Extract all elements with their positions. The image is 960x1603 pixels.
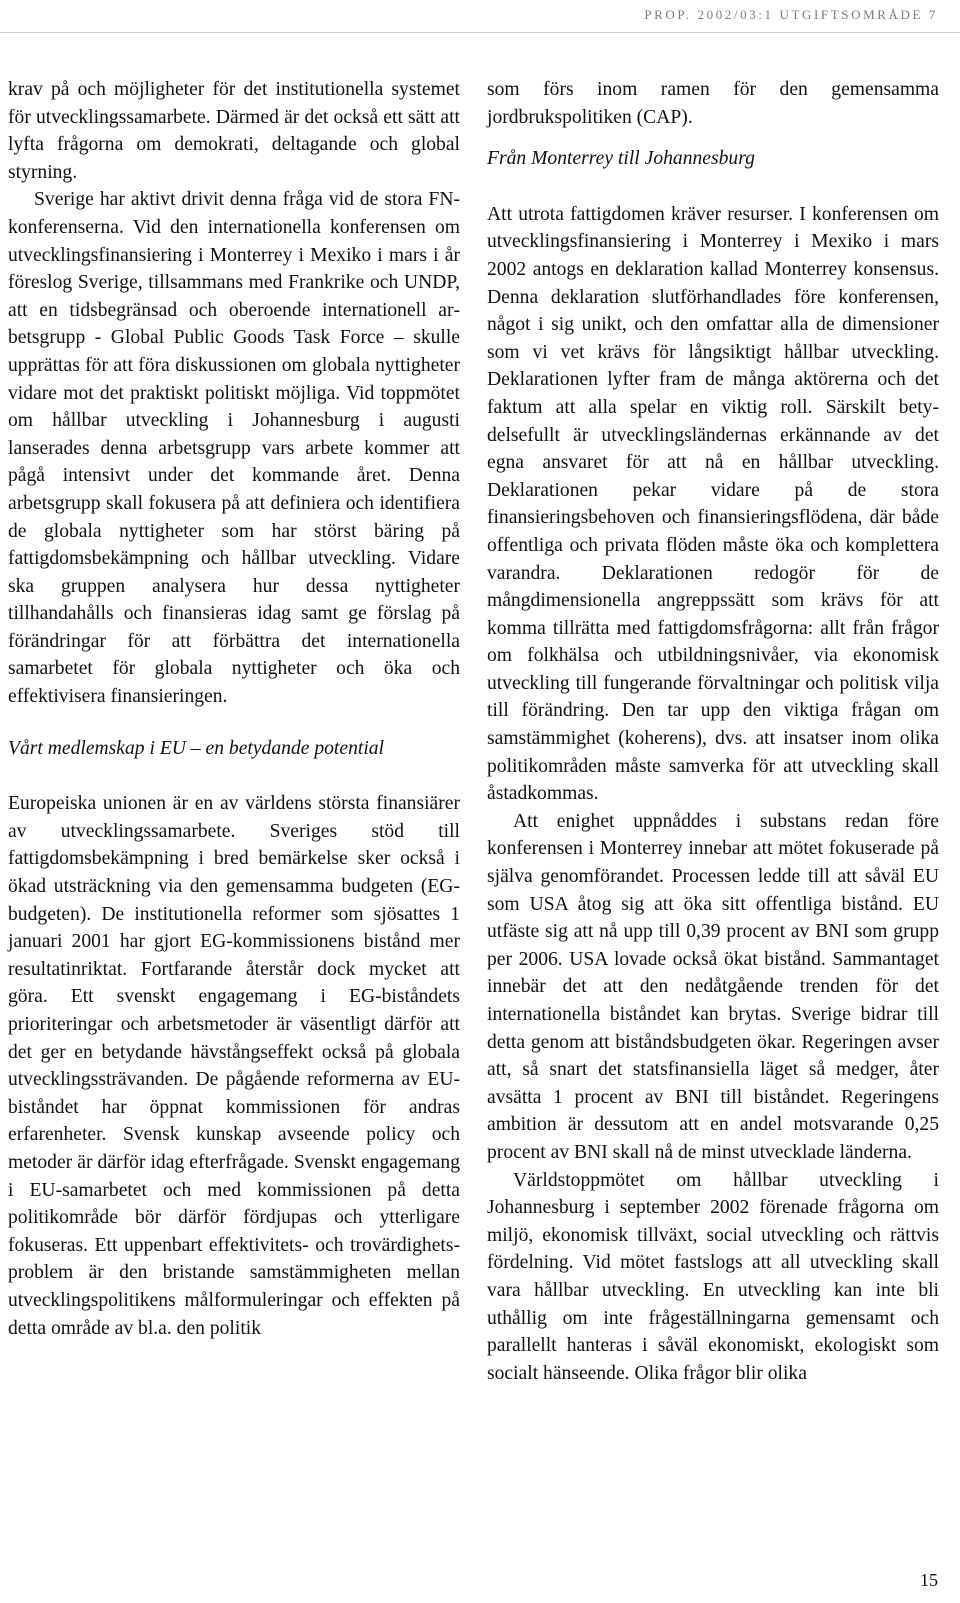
right-paragraph-2: Att utrota fattigdomen kräver resurser. I konferensen om utvecklingsfinansiering i Monterrey i Mexiko i mars 2002 antogs en deklaration kallad Monterrey konsensus. Denna deklaration slutförhandlades före konferensen, något i sig unikt, och den omfattar alla de dimensioner som vi vet krävs för långsiktigt hållbar utveckling. Deklarationen lyfter fram de många aktörerna och det faktum att alla spelar en viktig roll. Särskilt betydelsefullt är utvecklingsländernas erkännande av det egna ansvaret för att nå en hållbar utveckling. Deklarationen pekar vidare på de stora finansieringsbehoven och finansieringsflödena, där både offentliga och privata flöden måste öka och komplettera varandra. Deklarationen redogör för de mångdimensionella angreppssätt som krävs för att komma tillrätta med fattigdomsfrågorna: allt från frågor om folkhälsa och utbildningsnivåer, via ekonomisk utveckling till fungerande förvaltningar och politisk vilja till förändring. Den tar upp den viktiga frågan om samstämmighet (koherens), dvs. att insatser inom olika politikområden måste samverka för att utveckling skall åstadkommas. [487, 203, 939, 805]
left-paragraph-3: Europeiska unionen är en av världens största finansiärer av utvecklingssamarbete. Sveriges stöd till fattigdomsbekämpning i bred bemärkelse sker också i ökad utsträckning via den gemensamma budgeten (EG-budgeten). De institutionella reformer som sjösattes 1 januari 2001 har gjort EG-kommissionens bistånd mer resultatinriktat. Fortfarande återstår dock mycket att göra. Ett svenskt engagemang i EG-biståndets prioriteringar och arbetsmetoder är väsentligt därför att det ger en betydande hävstångseffekt också på globala utvecklingssträvanden. De pågående reformerna av EU-biståndet har öppnat kommissionen för andras erfarenheter. Svensk kunskap avseende policy och metoder är därför idag efterfrågade. Svenskt engagemang i EU-samarbetet och med kommissionen på detta politikområde bör därför fördjupas och ytterligare fokuseras. Ett uppenbart effektivitets- och trovärdighetsproblem är den bristande samstämmigheten mellan utvecklingspolitikens målformuleringar och effekten på detta område av bl.a. den politik [8, 793, 460, 1339]
header-rule [0, 32, 960, 33]
page-number: 15 [920, 1570, 938, 1590]
section-heading-monterrey: Från Monterrey till Johannesburg [487, 148, 755, 170]
left-paragraph-2: Sverige har aktivt drivit denna fråga vid de stora FN-konferenserna. Vid den internationella konferensen om utvecklingsfinansiering i Monterrey i Mexiko i mars i år föreslog Sverige, tillsammans med Frankrike och UNDP, att en tidsbegränsad och oberoende internationell arbetsgrupp - Global Public Goods Task Force – skulle upprättas för att föra diskussionen om globala nyttigheter vidare mot det praktiskt politiskt möjliga. Vid toppmötet om hållbar utveckling i Johannesburg i augusti lanserades denna arbetsgrupp vars arbete kommer att pågå intensivt under det kommande året. Denna arbetsgrupp skall fokusera på att definiera och identifiera de globala nyttigheter som har störst bäring på fattigdomsbekämpning och hållbar utveckling. Vidare ska gruppen analysera hur dessa nyttigheter tillhandahålls och finansieras idag samt ge förslag på förändringar för att förbättra det internationella samarbetet för globala nyttigheter och öka och effektivisera finansieringen. [8, 189, 460, 708]
left-paragraph-1: krav på och möjligheter för det institutionella systemet för utvecklingssamarbete. Därmed är det också ett sätt att lyfta frågorna om demokrati, deltagande och global styrning. [8, 79, 460, 183]
running-header: PROP. 2002/03:1 UTGIFTSOMRÅDE 7 [644, 7, 938, 22]
page-header [0, 0, 960, 28]
section-heading-eu: Vårt medlemskap i EU – en betydande potential [8, 737, 385, 759]
right-column [487, 76, 939, 1387]
left-column [8, 76, 460, 1342]
right-paragraph-1: som förs inom ramen för den gemensamma jordbrukspolitiken (CAP). [487, 79, 939, 128]
right-paragraph-3: Att enighet uppnåddes i substans redan före konferensen i Monterrey innebar att mötet fokuserade på själva genomförandet. Processen ledde till att såväl EU som USA åtog sig att öka sitt offentliga bistånd. EU utfäste sig att nå upp till 0,39 procent av BNI som grupp per 2006. USA lovade också ökat bistånd. Sammantaget innebär det att den nedåtgående trenden för det internationella biståndet kan brytas. Sverige bidrar till detta genom att biståndsbudgeten ökar. Regeringen avser att, så snart det statsfinansiella läget så medger, åter avsätta 1 procent av BNI till biståndet. Regeringens ambition är dessutom att en andel motsvarande 0,25 procent av BNI skall nå de minst utvecklade länderna. [487, 810, 939, 1163]
right-paragraph-4: Världstoppmötet om hållbar utveckling i Johannesburg i september 2002 förenade frågorna om miljö, ekonomisk tillväxt, social utveckling och rättvis fördelning. Vid mötet fastslogs att all utveckling skall vara hållbar utveckling. En utveckling kan inte bli uthållig om inte frågeställningarna gemensamt och parallellt hanteras i såväl ekonomiskt, ekologiskt som socialt hänseende. Olika frågor blir olika [487, 1169, 939, 1384]
